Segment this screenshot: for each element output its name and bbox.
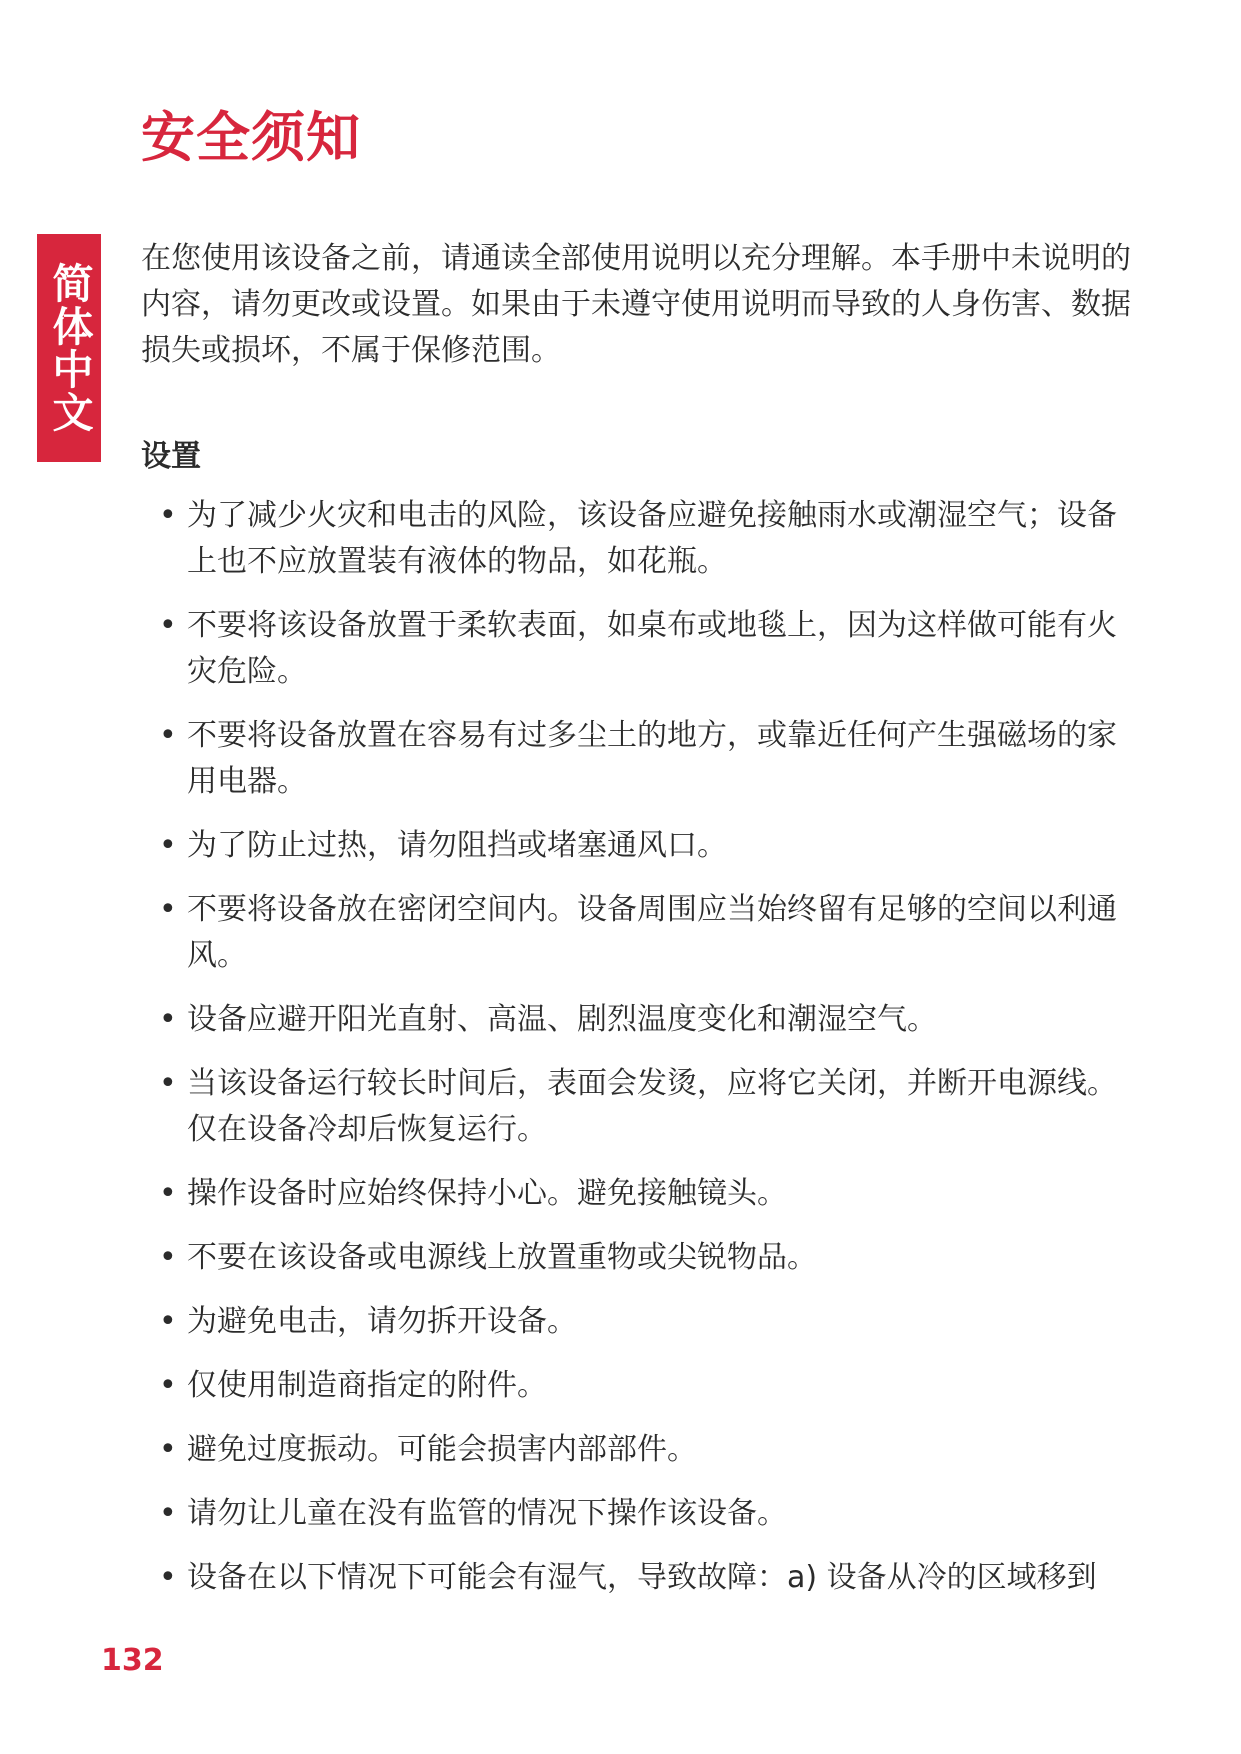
- list-item-text: 为了防止过热，请勿阻挡或堵塞通风口。: [187, 828, 727, 863]
- bullet-icon: •: [159, 498, 177, 533]
- bullet-icon: •: [159, 1066, 177, 1101]
- list-item-text: 不要将设备放置在容易有过多尘土的地方，或靠近任何产生强磁场的家用电器。: [187, 718, 1117, 799]
- bullet-icon: •: [159, 1304, 177, 1339]
- list-item-text: 不要在该设备或电源线上放置重物或尖锐物品。: [187, 1240, 817, 1275]
- section-heading: 设置: [141, 439, 201, 474]
- list-item: [141, 493, 1131, 585]
- intro-paragraph: 在您使用该设备之前，请通读全部使用说明以充分理解。本手册中未说明的内容，请勿更改或设置。如果由于未遵守使用说明而导致的人身伤害、数据损失或损坏，不属于保修范围。: [141, 241, 1131, 368]
- list-item: [141, 1171, 1131, 1217]
- bullet-icon: •: [159, 718, 177, 753]
- bullet-icon: •: [159, 1560, 177, 1595]
- list-item: [141, 713, 1131, 805]
- bullet-icon: •: [159, 1432, 177, 1467]
- list-item-text: 设备在以下情况下可能会有湿气，导致故障：a) 设备从冷的区域移到: [187, 1560, 1097, 1595]
- list-item-text: 请勿让儿童在没有监管的情况下操作该设备。: [187, 1496, 787, 1531]
- list-item: [141, 1061, 1131, 1153]
- list-item-text: 不要将设备放在密闭空间内。设备周围应当始终留有足够的空间以利通风。: [187, 892, 1117, 973]
- list-item: [141, 1555, 1131, 1601]
- list-item: [141, 1299, 1131, 1345]
- list-item-text: 设备应避开阳光直射、高温、剧烈温度变化和潮湿空气。: [187, 1002, 937, 1037]
- list-item-text: 当该设备运行较长时间后，表面会发烫，应将它关闭，并断开电源线。仅在设备冷却后恢复运行。: [187, 1066, 1117, 1147]
- list-item-text: 不要将该设备放置于柔软表面，如桌布或地毯上，因为这样做可能有火灾危险。: [187, 608, 1117, 689]
- list-item: [141, 1491, 1131, 1537]
- bullet-icon: •: [159, 828, 177, 863]
- list-item-text: 为避免电击，请勿拆开设备。: [187, 1304, 577, 1339]
- list-item: [141, 603, 1131, 695]
- list-item: [141, 1363, 1131, 1409]
- safety-list: [141, 493, 1131, 1619]
- bullet-icon: •: [159, 1496, 177, 1531]
- language-tab: [37, 234, 101, 462]
- list-item-text: 避免过度振动。可能会损害内部部件。: [187, 1432, 697, 1467]
- bullet-icon: •: [159, 608, 177, 643]
- list-item: [141, 1235, 1131, 1281]
- bullet-icon: •: [159, 1240, 177, 1275]
- page-title: 安全须知: [141, 106, 361, 169]
- list-item: [141, 1427, 1131, 1473]
- list-item-text: 仅使用制造商指定的附件。: [187, 1368, 547, 1403]
- bullet-icon: •: [159, 892, 177, 927]
- list-item-text: 为了减少火灾和电击的风险，该设备应避免接触雨水或潮湿空气；设备上也不应放置装有液体的物品，如花瓶。: [187, 498, 1117, 579]
- list-item: [141, 997, 1131, 1043]
- list-item: [141, 887, 1131, 979]
- list-item-text: 操作设备时应始终保持小心。避免接触镜头。: [187, 1176, 787, 1211]
- bullet-icon: •: [159, 1002, 177, 1037]
- bullet-icon: •: [159, 1368, 177, 1403]
- page-number: 132: [101, 1643, 164, 1678]
- list-item: [141, 823, 1131, 869]
- bullet-icon: •: [159, 1176, 177, 1211]
- language-tab-label: 简体中文: [45, 262, 94, 434]
